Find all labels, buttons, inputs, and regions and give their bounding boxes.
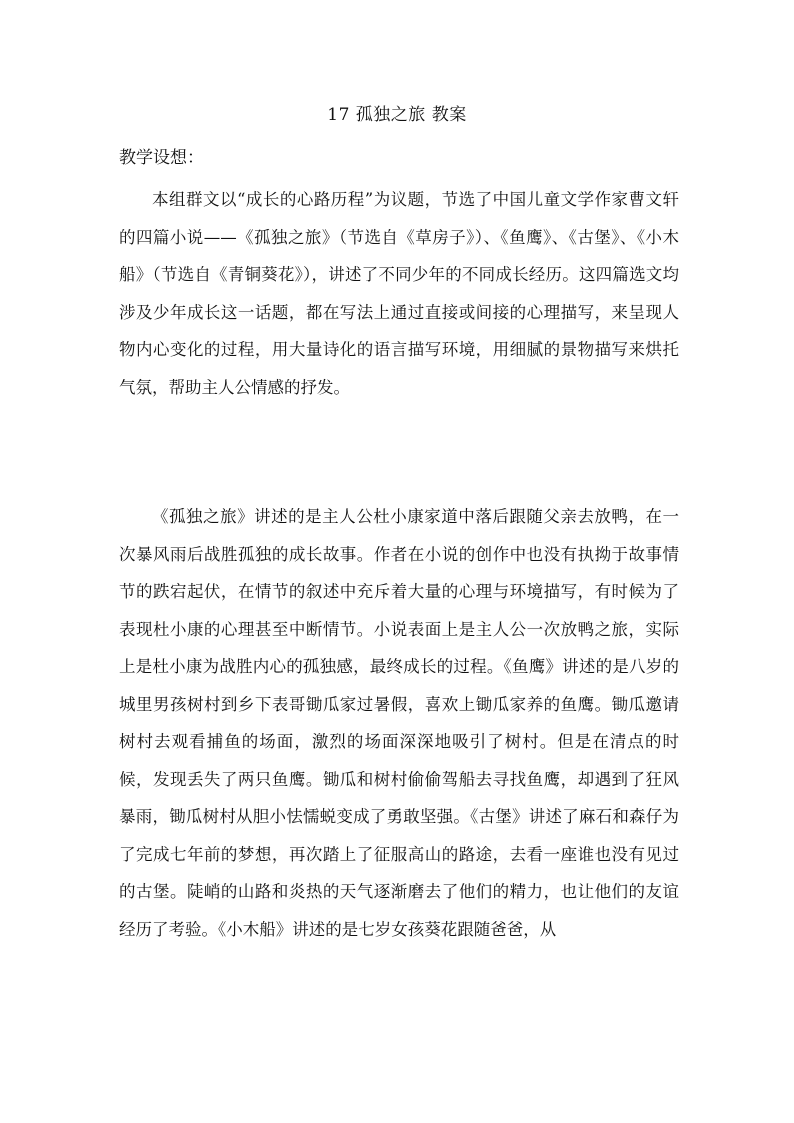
body-paragraph: 本组群文以“成长的心路历程”为议题，节选了中国儿童文学作家曹文轩的四篇小说——《孤独之旅》（节选自《草房子》）、《鱼鹰》、《古堡》、《小木船》（节选自《青铜葵花》），讲述了不同少年的不同成长经历。这四篇选文均涉及少年成长这一话题，都在写法上通过直接或间接的心理描写，来呈现人物内心变化的过程，用大量诗化的语言描写环境，用细腻的景物描写来烘托气氛，帮助主人公情感的抒发。 — [119, 190, 679, 397]
document-title: 17 孤独之旅 教案 — [327, 105, 467, 125]
section-heading: 教学设想： — [119, 148, 204, 168]
body-paragraph: 《孤独之旅》讲述的是主人公杜小康家道中落后跟随父亲去放鸭，在一次暴风雨后战胜孤独的成长故事。作者在小说的创作中也没有执拗于故事情节的跌宕起伏，在情节的叙述中充斥着大量的心理与环境描写，有时候为了表现杜小康的心理甚至中断情节。小说表面上是主人公一次放鸭之旅，实际上是杜小康为战胜内心的孤独感，最终成长的过程。《鱼鹰》讲述的是八岁的城里男孩树村到乡下表哥锄瓜家过暑假，喜欢上锄瓜家养的鱼鹰。锄瓜邀请树村去观看捕鱼的场面，激烈的场面深深地吸引了树村。但是在清点的时候，发现丢失了两只鱼鹰。锄瓜和树村偷偷驾船去寻找鱼鹰，却遇到了狂风暴雨，锄瓜树村从胆小怯懦蜕变成了勇敢坚强。《古堡》讲述了麻石和森仔为了完成七年前的梦想，再次踏上了征服高山的路途，去看一座谁也没有见过的古堡。陡峭的山路和炎热的天气逐渐磨去了他们的精力，也让他们的友谊经历了考验。《小木船》讲述的是七岁女孩葵花跟随爸爸，从 — [119, 507, 679, 939]
